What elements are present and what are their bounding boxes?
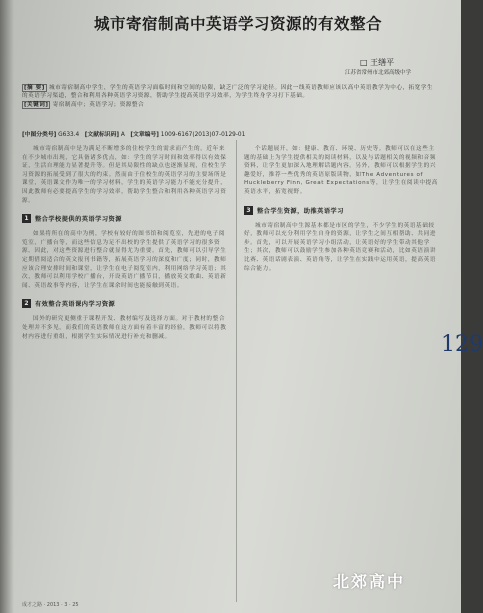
page-number: 129	[441, 332, 483, 357]
abstract-tag: [摘 要]	[24, 85, 45, 91]
class-label: [中图分类号]	[22, 132, 57, 138]
doc-code-label: [文献标识码]	[84, 132, 120, 138]
article-no-value: 1009-6167(2013)07-0129-01	[160, 132, 246, 138]
section-3-heading	[244, 206, 440, 215]
class-value: G633.4	[58, 132, 80, 138]
section-1-title: 整合学校提供的英语学习资源	[35, 216, 122, 224]
right-column	[244, 145, 440, 273]
article-no-label: [文章编号]	[130, 132, 159, 138]
section-1-number: 1	[22, 214, 31, 223]
section-3-title: 整合学生资源，助推英语学习	[257, 207, 344, 215]
section-1-paragraph: 如果将所在的高中为例，学校有较好的图书馆和阅览室，先进的电子阅览室，广播台等，而这些信息为足不出校的学生提供了英语学习的很多资源。因此，对这些资源进行整合就显得尤为重要。首先，教师可以引导学生定期借阅适合的英文报刊书籍等，拓展英语学习的深度和广度；同时，教师应该合理安排时间和课堂，让学生在电子阅览室内，利用网络学习英语；其次，教师可以利用学校广播台，开设英语广播节目，播放英文歌曲、英语新闻、英语故事等内容，让学生在课余时间也能接触到英语。	[22, 231, 227, 289]
section-3-number: 3	[244, 206, 253, 215]
article-title: 城市寄宿制高中英语学习资源的有效整合	[94, 14, 383, 33]
section-2-paragraph: 国外的研究更侧重于课程开发、教材编写及选择方面。对于教材的整合处理并不多见，而我们的英语教师在这方面有着丰富的经验，教师可以将教材内容进行重组，根据学生实际情况进行补充和删减。	[22, 316, 227, 340]
doc-code-value: A	[120, 132, 125, 138]
section-2-heading	[22, 299, 227, 308]
intro-paragraph: 城市寄宿制高中是为满足不断增多的住校学生的需求而产生的。近年来在不少城市出现，它具备诸多优点，如：学生的学习时间和效率得以有效保证，生活自理能力显著提升等。但是其局限性的缺点也逐渐显现，住校生学习资源的拓展受到了很大的约束。然而由于住校生的英语学习的主要场所是课堂，英语课文作为唯一的学习材料，学生的英语学习能力不能充分提升，因此教师有必要提高学生的学习效率，帮助学生整合和利用各种英语学习资源。	[22, 146, 227, 204]
article-meta-line	[22, 129, 245, 138]
section-2-title: 有效整合英语课内学习资源	[35, 301, 116, 309]
keywords-text: 寄宿制高中；英语学习；资源整合	[52, 101, 145, 108]
watermark-logo-text: 北郊高中	[333, 572, 406, 591]
journal-footer: 成才之路 · 2013 · 3 · 25	[22, 602, 79, 608]
section-1-heading	[22, 214, 227, 223]
continued-paragraph: 个话题展开，如：健康、教育、环境、历史等。教师可以在这些主题的基础上为学生提供相关的阅读材料，以及与话题相关的视频和音频资料，让学生更加深入地理解话题内容。另外，教师可以根据学生的兴趣爱好，推荐一些优秀的英语原版读物，如The Adventures of Huckleberry Finn, Great Expectations等，让学生在阅读中提高英语水平，拓宽视野。	[244, 146, 438, 195]
section-2-number: 2	[22, 299, 31, 308]
page-edge-shadow	[0, 0, 14, 613]
article-author: □ 王缮平	[360, 58, 395, 67]
abstract-block	[22, 84, 434, 109]
left-column	[22, 145, 227, 341]
keywords-tag: [关键词]	[24, 101, 49, 108]
abstract-text: 城市寄宿制高中学生，学生的英语学习面临时间和空间的局限，缺乏广泛的学习途径。因此一线英语教师应该以高中英语教学为中心，拓宽学生的英语学习渠道，整合和利用各种英语学习资源，帮助学生提高英语学习效率，为学生终身学习打下基础。	[22, 85, 433, 100]
author-affiliation: 江苏省常州市北郊高级中学	[345, 70, 412, 76]
section-3-paragraph: 城市寄宿制高中生源基本都是市区的学生，不少学生的英语基础较好，教师可以充分利用学生自身的资源，让学生之间互相帮助、共同进步。首先，可以开展英语学习小组活动，让英语好的学生带动其他学生；其次，教师可以鼓励学生参加各种英语竞赛和活动，比如英语演讲比赛、英语话剧表演、英语角等，让学生在实践中运用英语，提高英语综合能力。	[244, 222, 437, 272]
column-divider	[236, 140, 237, 602]
